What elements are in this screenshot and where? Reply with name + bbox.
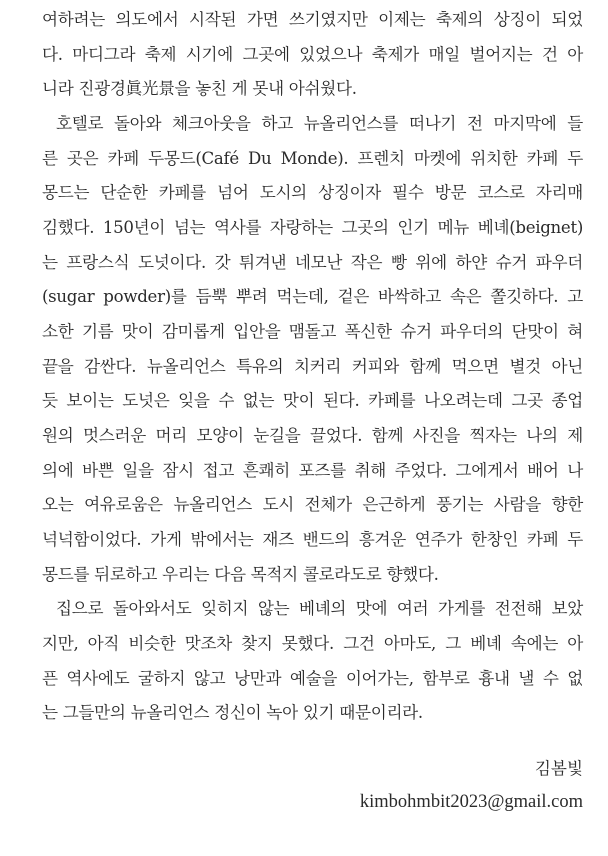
text-line: 호텔로 돌아와 체크아웃을 하고 뉴올리언스를 떠나기 전 마지막에 들	[56, 114, 583, 133]
text-line: 넉넉함이었다. 가게 밖에서는 재즈 밴드의 흥겨운 연주가 한창인 카페 두	[42, 530, 583, 549]
text-line: 소한 기름 맛이 감미롭게 입안을 맴돌고 폭신한 슈거 파우더의 단맛이 혀	[42, 322, 583, 341]
text-line: 다. 마디그라 축제 시기에 그곳에 있었으나 축제가 매일 벌어지는 건 아	[42, 45, 583, 64]
text-line: 른 곳은 카페 두몽드(Café Du Monde). 프렌치 마켓에 위치한 카페 두	[42, 149, 583, 168]
text-line: 끝을 감싼다. 뉴올리언스 특유의 치커리 커피와 함께 먹으면 별것 아닌	[42, 357, 583, 376]
text-line: 여하려는 의도에서 시작된 가면 쓰기였지만 이제는 축제의 상징이 되었	[42, 10, 583, 29]
text-line: 픈 역사에도 굴하지 않고 낭만과 예술을 이어가는, 함부로 흉내 낼 수 없	[42, 669, 583, 688]
text-line: 오는 여유로움은 뉴올리언스 도시 전체가 은근하게 풍기는 사람을 향한	[42, 495, 583, 514]
text-line: 원의 멋스러운 머리 모양이 눈길을 끌었다. 함께 사진을 찍자는 나의 제	[42, 426, 583, 445]
text-line: 듯 보이는 도넛은 잊을 수 없는 맛이 된다. 카페를 나오려는데 그곳 종업	[42, 391, 583, 410]
text-line: 의에 바쁜 일을 잠시 접고 흔쾌히 포즈를 취해 주었다. 그에게서 배어 나	[42, 461, 583, 480]
author-name: 김봄빛	[534, 759, 583, 778]
text-line: 김했다. 150년이 넘는 역사를 자랑하는 그곳의 인기 메뉴 베녜(beignet)	[42, 218, 583, 237]
text-line: 니라 진광경眞光景을 놓친 게 못내 아쉬웠다.	[42, 79, 357, 98]
text-line: 는 그들만의 뉴올리언스 정신이 녹아 있기 때문이리라.	[42, 703, 423, 722]
text-line: 몽드를 뒤로하고 우리는 다음 목적지 콜로라도로 향했다.	[42, 565, 439, 584]
text-line: 집으로 돌아와서도 잊히지 않는 베녜의 맛에 여러 가게를 전전해 보았	[56, 599, 583, 618]
text-line: 는 프랑스식 도넛이다. 갓 튀겨낸 네모난 작은 빵 위에 하얀 슈거 파우더	[42, 253, 583, 272]
text-line: (sugar powder)를 듬뿍 뿌려 먹는데, 겉은 바싹하고 속은 쫄깃하다. 고	[42, 287, 583, 306]
author-email[interactable]: kimbohmbit2023@gmail.com	[359, 792, 583, 812]
text-line: 지만, 아직 비슷한 맛조차 찾지 못했다. 그건 아마도, 그 베녜 속에는 아	[42, 634, 583, 653]
text-line: 몽드는 단순한 카페를 넘어 도시의 상징이자 필수 방문 코스로 자리매	[42, 183, 583, 202]
